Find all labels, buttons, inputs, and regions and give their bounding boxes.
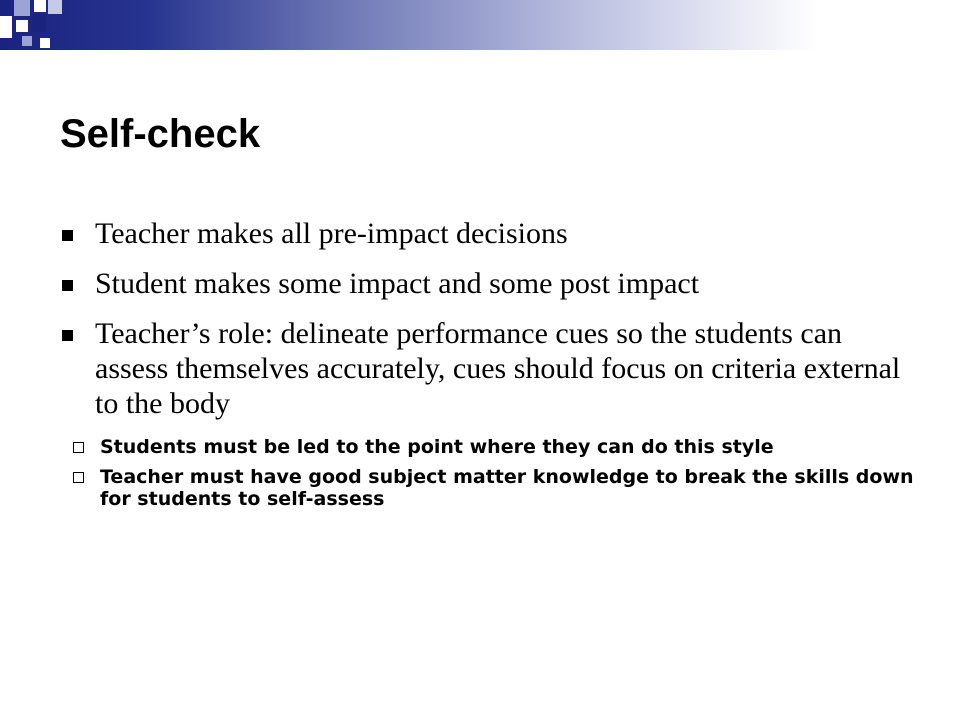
header-square-decoration (34, 0, 46, 12)
list-item (62, 216, 922, 251)
filled-square-icon (62, 330, 73, 341)
header-square-decoration (0, 16, 12, 38)
sub-bullet-text: Students must be led to the point where they can do this style (100, 436, 774, 458)
list-item (62, 316, 922, 421)
sub-list-item (62, 466, 930, 510)
hollow-square-icon (73, 472, 84, 483)
bullet-text: Teacher’s role: delineate performance cues so the students can assess themselves accurately, cues should focus on criteria external to the body (95, 317, 901, 420)
header-square-decoration (0, 0, 10, 10)
sub-bullet-text: Teacher must have good subject matter knowledge to break the skills down for students to self-assess (100, 466, 914, 510)
bullet-list (62, 216, 922, 518)
sub-list-item (62, 436, 930, 458)
header-square-decoration (22, 36, 32, 46)
header-square-decoration (16, 20, 28, 32)
header-decoration (0, 0, 960, 50)
header-square-decoration (14, 0, 30, 16)
bullet-text: Teacher makes all pre-impact decisions (95, 217, 568, 250)
header-square-decoration (48, 0, 62, 14)
list-item (62, 266, 922, 301)
slide-title: Self-check (60, 112, 261, 156)
filled-square-icon (62, 280, 73, 291)
header-square-decoration (32, 14, 46, 32)
header-square-decoration (40, 38, 50, 48)
bullet-text: Student makes some impact and some post impact (95, 267, 700, 300)
sub-bullet-list (62, 436, 922, 510)
hollow-square-icon (73, 442, 84, 453)
filled-square-icon (62, 230, 73, 241)
